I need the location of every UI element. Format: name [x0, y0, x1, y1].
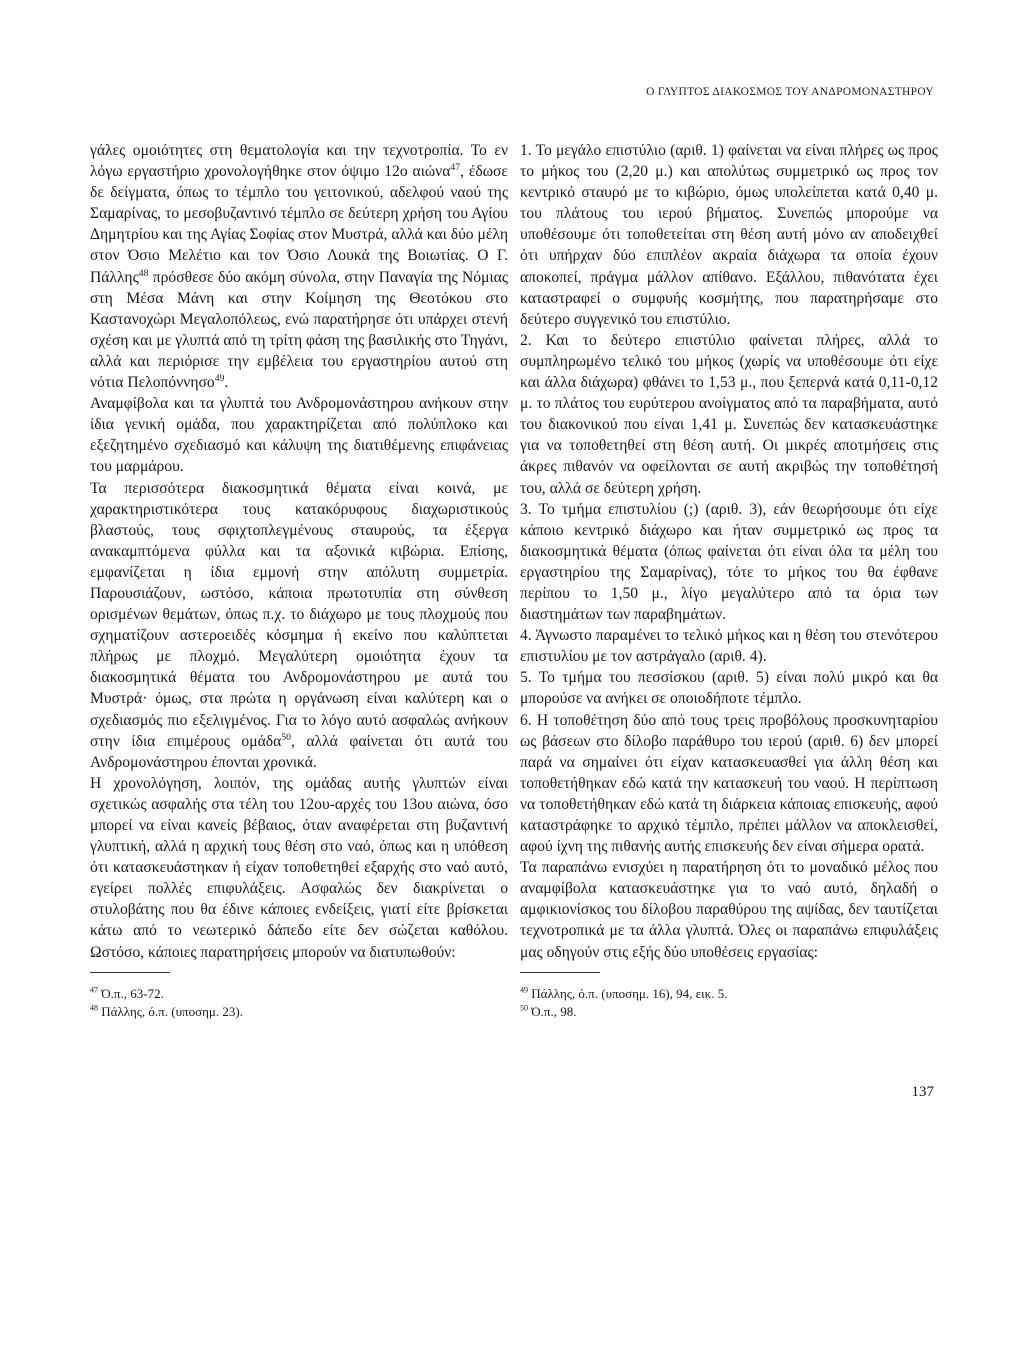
footnote: $^{47}$ Ό.π., 63-72. — [90, 985, 164, 1001]
footnote-number: 47 — [90, 985, 99, 995]
footnote-number: 50 — [520, 1003, 529, 1013]
paragraph: γάλες ομοιότητες στη θεματολογία και την τεχνοτροπία. Το εν λόγω εργαστήριο χρονολογήθηκε στον όψιμο 12ο αιώνα$^{47}$, έδωσε δε δείγματα, όπως το τέμπλο του γειτονικού, αδελφού ναού της Σαμαρίνας, το μεσοβυζαντινό τέμπλο σε δεύτερη χρήση του Αγίου Δημητρίου και της Αγίας Σοφίας στον Μυστρά, αλλά και δύο μέλη στον Όσιο Μελέτιο και τον Όσιο Λουκά της Βοιωτίας. Ο Γ. Πάλλης$^{48}$ πρόσθεσε δύο ακόμη σύνολα, στην Παναγία της Νόμιας στη Μέσα Μάνη και στην Κοίμηση της Θεοτόκου στο Καστανοχώρι Μεγαλοπόλεως, ενώ παρατήρησε ότι υπάρχει στενή σχέση και με γλυπτά από τη τρίτη φάση της βασιλικής στο Τηγάνι, αλλά και περιόρισε την εμβέλεια του εργαστηρίου αυτού στη νότια Πελοπόννησο$^{49}$. — [90, 142, 508, 392]
list-item: 1. Το μεγάλο επιστύλιο (αριθ. 1) φαίνεται να είναι πλήρες ως προς το μήκος του (2,20 μ.) και απολύτως συμμετρικό ως προς τον κεντρικό σταυρό με το κιβώριο, όμως υπολείπεται κατά 0,40 μ. του πλάτους του ιερού βήματος. Συνεπώς μπορούμε να υποθέσουμε ότι τοποθετείται στη θέση αυτή μόνο αν αποδειχθεί ότι υπήρχαν δύο επιπλέον ακραία διάχωρα τα οποία έχουν αποκοπεί, πράγμα μάλλον απίθανο. Εξάλλου, πιθανότατα έχει καταστραφεί ο συμφυής κοσμήτης, που παρατηρήσαμε στο δεύτερο συγγενικό του επιστύλιο. — [520, 142, 938, 328]
footnote: $^{49}$ Πάλλης, ό.π. (υποσημ. 16), 94, εικ. 5. — [520, 985, 728, 1001]
footnote-divider — [90, 972, 170, 973]
footnote-ref[interactable]: 50 — [281, 731, 291, 743]
footnote-number: 49 — [520, 985, 529, 995]
footnote-ref[interactable]: 49 — [214, 372, 225, 384]
footnote-divider — [520, 972, 600, 973]
list-item: 6. Η τοποθέτηση δύο από τους τρεις προβόλους προσκυνηταρίου ως βάσεων στο δίλοβο παράθυρο του ιερού (αριθ. 6) δεν μπορεί παρά να σημαίνει ότι είχαν κατασκευασθεί για άλλη θέση και τοποθετήθηκαν εδώ κατά την κατασκευή του ναού. Η περίπτωση να τοποθετήθηκαν εδώ κατά τη διάρκεια κάποιας επισκευής, αφού καταστράφηκε το αρχικό τέμπλο, πρέπει μάλλον να αποκλεισθεί, αφού ίχνη της πιθανής αυτής επισκευής δεν είναι σήμερα ορατά. — [520, 711, 938, 856]
footnotes-right — [520, 985, 938, 1021]
list-item: 5. Το τμήμα του πεσσίσκου (αριθ. 5) είναι πολύ μικρό και θα μπορούσε να ανήκει σε οποιοδήποτε τέμπλο. — [520, 669, 938, 708]
list-item: 2. Και το δεύτερο επιστύλιο φαίνεται πλήρες, αλλά το συμπληρωμένο τελικό του μήκος (χωρίς να υποθέσουμε ότι είχε και άλλα διάχωρα) φθάνει το 1,53 μ., που ξεπερνά κατά 0,11-0,12 μ. το πλάτος του ευρύτερου ανοίγματος από τα παραβήματα, αυτό του διακονικού που είναι 1,41 μ. Συνεπώς δεν κατασκευάστηκε για να τοποθετηθεί στη θέση αυτή. Οι μικρές αποτμήσεις στις άκρες πιθανόν να οφείλονται σε αυτή ακριβώς την τοποθέτησή του, αλλά σε δεύτερη χρήση. — [520, 331, 938, 497]
footnote-ref[interactable]: 48 — [138, 267, 149, 279]
list-item: 4. Άγνωστο παραμένει το τελικό μήκος και η θέση του στενότερου επιστυλίου με τον αστράγαλο (αριθ. 4). — [520, 627, 938, 666]
right-column — [520, 140, 938, 963]
running-head: Ο ΓΛΥΠΤΟΣ ΔΙΑΚΟΣΜΟΣ ΤΟΥ ΑΝΔΡΟΜΟΝΑΣΤΗΡΟΥ — [646, 86, 934, 98]
page-number: 137 — [911, 1084, 934, 1100]
paragraph: Τα παραπάνω ενισχύει η παρατήρηση ότι το μοναδικό μέλος που αναμφίβολα κατασκευάστηκε για το ναό αυτό, δηλαδή ο αμφικιονίσκος του δίλοβου παραθύρου της αψίδας, δεν ταυτίζεται τεχνοτροπικά με τα άλλα γλυπτά. Όλες οι παραπάνω επιφυλάξεις μας οδηγούν στις εξής δύο υποθέσεις εργασίας: — [520, 859, 938, 961]
paragraph: Η χρονολόγηση, λοιπόν, της ομάδας αυτής γλυπτών είναι σχετικώς ασφαλής στα τέλη του 12ου-αρχές του 13ου αιώνα, όσο μπορεί να είναι κανείς βέβαιος, όταν αναφέρεται στη βυζαντινή γλυπτική, αλλά η αρχική τους θέση στο ναό, όπως και η υπόθεση ότι κατασκευάστηκαν ή είχαν τοποθετηθεί εξαρχής στο ναό αυτό, εγείρει πολλές επιφυλάξεις. Ασφαλώς δεν διακρίνεται ο στυλοβάτης που θα έδινε κάποιες ενδείξεις, γιατί είτε βρίσκεται κάτω από το νεωτερικό δάπεδο είτε δεν σώζεται καθόλου. Ωστόσο, κάποιες παρατηρήσεις μπορούν να διατυπωθούν: — [90, 774, 508, 961]
footnote: $^{48}$ Πάλλης, ό.π. (υποσημ. 23). — [90, 1003, 243, 1019]
list-item: 3. Το τμήμα επιστυλίου (;) (αριθ. 3), εάν θεωρήσουμε ότι είχε κάποιο κεντρικό διάχωρο και ήταν συμμετρικό ως προς τα διακοσμητικά θέματα (όπως φαίνεται ότι είναι όλα τα μέλη του εργαστηρίου της Σαμαρίνας), τότε το μήκος του θα έφθανε περίπου το 1,50 μ., λίγο μεγαλύτερο από τα όρια των διαστημάτων των παραβημάτων. — [520, 500, 938, 624]
footnote-ref[interactable]: 47 — [450, 161, 461, 173]
footnote: $^{50}$ Ό.π., 98. — [520, 1003, 577, 1019]
footnotes-left — [90, 985, 508, 1021]
paragraph: Αναμφίβολα και τα γλυπτά του Ανδρομονάστηρου ανήκουν στην ίδια γενική ομάδα, που χαρακτηρίζεται από πολύπλοκο και εξεζητημένο σχεδιασμό και κάλυψη της διατιθέμενης επιφάνειας του μαρμάρου. — [90, 395, 508, 476]
paragraph: Τα περισσότερα διακοσμητικά θέματα είναι κοινά, με χαρακτηριστικότερα τους κατακόρυφους διαχωριστικούς βλαστούς, τους σφιχτοπλεγμένους σταυρούς, τα έξεργα ανακαμπτόμενα φύλλα και τα αξονικά κιβώρια. Επίσης, εμφανίζεται η ίδια εμμονή στην απόλυτη συμμετρία. Παρουσιάζουν, ωστόσο, κάποια πρωτοτυπία στη σύνθεση ορισμένων θεμάτων, όπως π.χ. το διάχωρο με τους πλοχμούς που σχηματίζουν αστεροειδές κόσμημα ή εκείνο που καλύπτεται πλήρως με πλοχμό. Μεγαλύτερη ομοιότητα έχουν τα διακοσμητικά θέματα του Ανδρομονάστηρου με αυτά του Μυστρά· όμως, στα πρώτα η οργάνωση είναι καλύτερη και ο σχεδιασμός πιο εξελιγμένος. Για το λόγο αυτό ασφαλώς ανήκουν στην ίδια επιμέρους ομάδα$^{50}$, αλλά φαίνεται ότι αυτά του Ανδρομονάστηρου έπονται χρονικά. — [90, 479, 508, 771]
left-column — [90, 140, 508, 963]
footnote-number: 48 — [90, 1003, 99, 1013]
